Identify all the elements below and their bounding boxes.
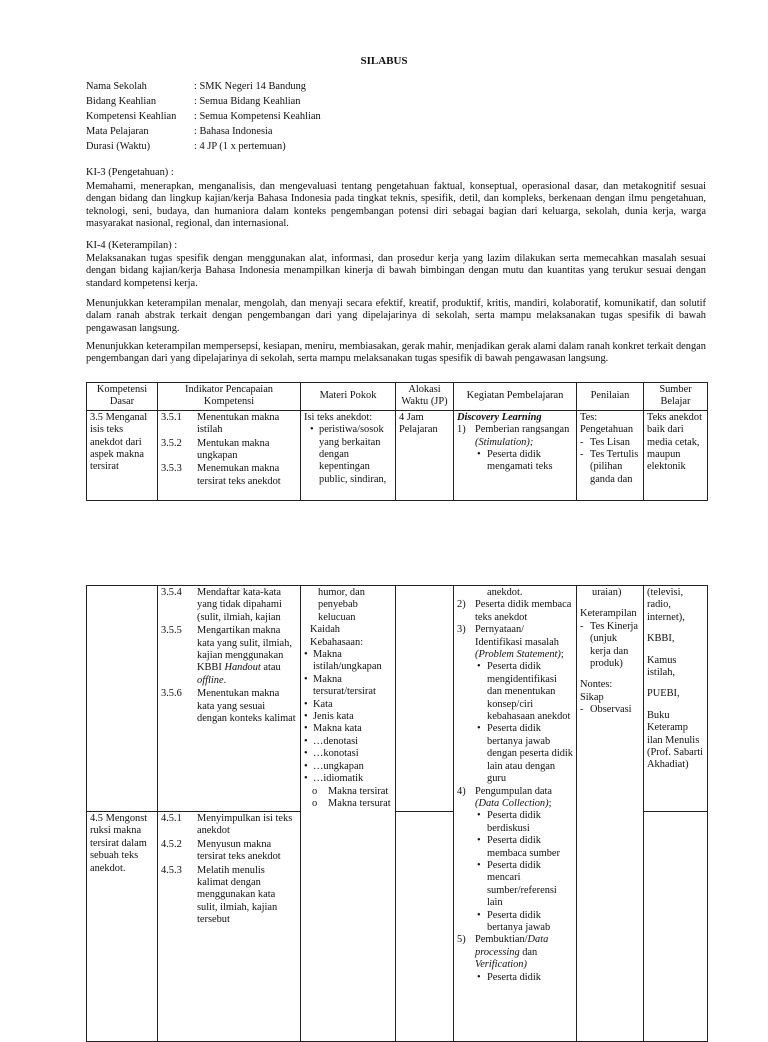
indicator-text: Mentukan makna ungkapan [197,437,270,462]
kegiatan-step [457,599,573,624]
indicator-code: 3.5.1 [161,411,182,423]
cell-penilaian [577,586,644,1042]
indicator-code: 3.5.2 [161,437,182,449]
kd-4-5: 4.5 Mengonst ruksi makna tersirat dalam sebuah teks anekdot. [90,813,148,874]
step-number: 5) [457,934,466,946]
cell-indikator [158,586,301,812]
indicator-item [161,412,297,437]
identity-row [86,96,321,111]
identity-row [86,111,321,126]
cell-indikator [158,410,301,500]
penilaian-item: - Observasi [580,704,640,716]
ki4-heading: KI-4 (Keterampilan) : [86,240,178,251]
kegiatan-bullet: • Peserta didik mengamati teks [475,449,573,474]
indicator-text: Menyimpulkan isi teks anekdot [197,813,293,837]
sumber-item: PUEBI, [647,688,680,700]
kegiatan-step [457,424,573,449]
header-materi: Materi Pokok [301,383,396,411]
materi-cont: humor, dan penyebab kelucuan [318,587,365,623]
indicator-text: Menentukan makna kata yang sesuai dengan konteks kalimat [197,688,296,725]
materi-item: • …denotasi [304,736,392,748]
indicator-mid: atau [260,662,281,674]
materi-item: • …konotasi [304,748,392,760]
cell-kd [87,410,158,500]
kegiatan-bullet: • Peserta didik bertanya jawab dengan peserta didik lain atau dengan guru [475,723,573,785]
indicator-end: . [223,674,227,686]
materi-item: • Kata [304,699,392,711]
identity-row [86,126,321,141]
identity-label: Kompetensi Keahlian [86,111,177,122]
indicator-text: Melatih menulis kalimat dengan menggunakan kata sulit, ilmiah, kajian tersebut [197,864,278,926]
materi-kaidah: Kaidah Kebahasaan: [310,624,364,648]
table-header-row [87,383,708,411]
kegiatan-bullet: • Peserta didik mencari sumber/referensi lain [475,860,573,910]
cell-sumber [644,410,708,500]
ki4-paragraph: Menunjukkan keterampilan mempersepsi, kesiapan, meniru, membiasakan, gerak mahir, menjadikan gerak alami dalam ranah konkret terkait dengan pengembangan dari yang dipelajarinya di sekolah, serta mampu melaksanakan tugas spesifik di bawah pengawasan langsung. [86,341,706,365]
ki3-heading: KI-3 (Pengetahuan) : [86,167,174,178]
indicator-text: Menemukan makna tersirat teks anekdot [197,463,281,487]
table-row [87,586,708,812]
kegiatan-bullet: • Peserta didik membaca sumber [475,835,573,860]
penilaian-cont: uraian) [592,587,622,598]
indicator-item [161,865,297,927]
indicator-text: Mengartikan makna kata yang sulit, ilmiah, kajian menggunakan KBBI [197,625,292,674]
identity-label: Nama Sekolah [86,81,147,92]
indicator-item [161,839,297,864]
indicator-code: 4.5.1 [161,813,182,824]
indicator-item [161,625,297,687]
materi-subitem: o Makna tersirat [304,786,392,798]
syllabus-table-part2 [86,585,708,1042]
materi-bullet: • peristiwa/sosok yang berkaitan dengan kepentingan public, sindiran, [310,424,392,486]
step-number: 3) [457,624,466,636]
step-italic: (Stimulation); [475,436,534,448]
step-number: 2) [457,599,466,611]
cell-sumber [644,586,708,812]
indicator-italic: offline [197,674,224,686]
penilaian-item: - Tes Lisan [580,437,640,449]
indicator-item [161,587,297,624]
step-text: Pengumpulan data [475,785,553,797]
cell-kd [87,812,158,1042]
identity-row [86,141,321,156]
sumber-item: KBBI, [647,633,675,645]
identity-value: : Bahasa Indonesia [194,126,273,137]
kd-3-5: 3.5 Menganal isis teks anekdot dari aspek makna tersirat [90,411,148,473]
header-indikator: Indikator Pencapaian Kompetensi [158,383,301,411]
ki4-paragraph: Melaksanakan tugas spesifik dengan menggunakan alat, informasi, dan prosedur kerja yang lazim dilakukan serta memecahkan masalah sesuai dengan bidang kajian/kerja Bahasa Indonesia menampilkan kinerja di bawah bimbingan dengan mutu dan kuantitas yang terukur sesuai dengan standard kompetensi kerja. [86,253,706,289]
step-text: Pembuktian/ [475,934,528,946]
materi-subitem: o Makna tersurat [304,798,392,810]
indicator-code: 4.5.2 [161,838,182,850]
indicator-item [161,463,297,488]
sumber-text: Teks anekdot baik dari media cetak, maupun elektonik [647,411,702,473]
cell-alokasi-empty [396,586,454,812]
kegiatan-step: 4) Pengumpulan data (Data Collection); [457,785,553,809]
cell-kegiatan [454,586,577,1042]
penilaian-sikap: Sikap [580,691,604,703]
syllabus-table-part1 [86,382,708,501]
indicator-item [161,813,297,838]
learning-model: Discovery Learning [457,411,542,423]
identity-row [86,81,321,96]
indicator-code: 3.5.6 [161,688,182,700]
materi-item: • Jenis kata [304,711,392,723]
indicator-code: 4.5.3 [161,864,182,876]
alokasi-value: 4 Jam Pelajaran [399,411,438,436]
indicator-text: Menyusun makna tersirat teks anekdot [197,838,281,863]
penilaian-item: - Tes Kinerja (unjuk kerja dan produk) [580,621,640,671]
materi-item: • Makna kata [304,723,392,735]
cell-alokasi-empty [396,812,454,1042]
step-italic: (Problem Statement) [475,649,561,661]
indicator-item [161,438,297,463]
kegiatan-bullet: • Peserta didik mengidentifikasi dan menentukan konsep/ciri kebahasaan anekdot [475,661,573,723]
penilaian-head: Tes: Pengetahuan [580,411,634,436]
kegiatan-bullet: • Peserta didik [475,972,573,984]
materi-item: • …idiomatik [304,773,392,785]
penilaian-ket: Keterampilan [580,608,637,620]
indicator-code: 3.5.4 [161,587,182,598]
step-number: 4) [457,785,466,797]
page-title: SILABUS [360,55,408,67]
kegiatan-step [457,934,573,971]
identity-value: : SMK Negeri 14 Bandung [194,81,306,92]
header-penilaian: Penilaian [577,383,644,411]
header-kd: Kompetensi Dasar [87,383,158,411]
cell-penilaian [577,410,644,500]
table-row [87,410,708,500]
step-italic: (Data Collection) [475,797,549,809]
penilaian-item: - Tes Tertulis (pilihan ganda dan [580,449,640,486]
materi-item: • Makna tersurat/tersirat [304,674,392,699]
ki3-text: Memahami, menerapkan, menganalisis, dan mengevaluasi tentang pengetahuan faktual, konseptual, operasional dasar, dan metakognitif sesuai dengan bidang dan lingkup kajian/kerja Bahasa Indonesia pada tingkat teknis, spesifik, detil, dan kompleks, berkenaan dengan ilmu pengetahuan, teknologi, seni, budaya, dan humaniora dalam konteks pengembangan potensi diri sebagai bagian dari keluarga, sekolah, dunia kerja, warga masyarakat nasional, regional, dan internasional. [86,181,706,230]
step-text: Pernyataan/ Identifikasi masalah [475,624,559,648]
indicator-text: Mendaftar kata-kata yang tidak dipahami (sulit, ilmiah, kajian [197,587,282,623]
cell-kegiatan [454,410,577,500]
identity-value: : Semua Kompetensi Keahlian [194,111,321,122]
sumber-item: Buku Keteramp ilan Menulis (Prof. Sabarti Akhadiat) [647,709,703,771]
kegiatan-step: 3) Pernyataan/ Identifikasi masalah (Problem Statement); [457,624,564,661]
cell-kd-empty [87,586,158,812]
indicator-code: 3.5.3 [161,463,182,475]
step-text: Pemberian rangsangan [475,424,570,436]
cell-materi [301,410,396,500]
materi-intro: Isi teks anekdot: [304,411,373,423]
identity-block [86,81,321,156]
sumber-item: (televisi, radio, internet), [647,587,685,623]
indicator-code: 3.5.5 [161,625,182,637]
step-italic: Verification) [475,959,527,971]
identity-label: Bidang Keahlian [86,96,157,107]
cell-materi [301,586,396,1042]
header-alokasi: Alokasi Waktu (JP) [396,383,454,411]
kegiatan-bullet: • Peserta didik bertanya jawab [475,910,573,935]
identity-value: : 4 JP (1 x pertemuan) [194,141,286,152]
sumber-item: Kamus istilah, [647,654,677,679]
cell-sumber-empty [644,812,708,1042]
ki4-paragraph: Menunjukkan keterampilan menalar, mengolah, dan menyaji secara efektif, kreatif, produktif, kritis, mandiri, kolaboratif, komunikatif, dan solutif dalam ranah abstrak terkait dengan pengembangan dari yang dipelajarinya di sekolah, serta mampu melaksanakan tugas spesifik di bawah pengawasan langsung. [86,298,706,334]
kegiatan-cont: anekdot. [487,587,523,598]
indicator-text: Menentukan makna istilah [197,411,280,436]
cell-alokasi [396,410,454,500]
identity-label: Mata Pelajaran [86,126,149,137]
header-kegiatan: Kegiatan Pembelajaran [454,383,577,411]
step-italic: Data processing [475,934,549,958]
penilaian-nontes: Nontes: [580,679,613,691]
materi-item: • …ungkapan [304,761,392,773]
identity-label: Durasi (Waktu) [86,141,151,152]
identity-value: : Semua Bidang Keahlian [194,96,301,107]
step-number: 1) [457,424,466,436]
indicator-item [161,688,297,725]
kegiatan-bullet: • Peserta didik berdiskusi [475,810,573,835]
indicator-italic: Handout [224,662,261,674]
step-mid: dan [519,946,538,958]
step-text: Peserta didik membaca teks anekdot [475,599,572,623]
header-sumber: Sumber Belajar [644,383,708,411]
materi-item: • Makna istilah/ungkapan [304,649,392,674]
cell-indikator [158,812,301,1042]
